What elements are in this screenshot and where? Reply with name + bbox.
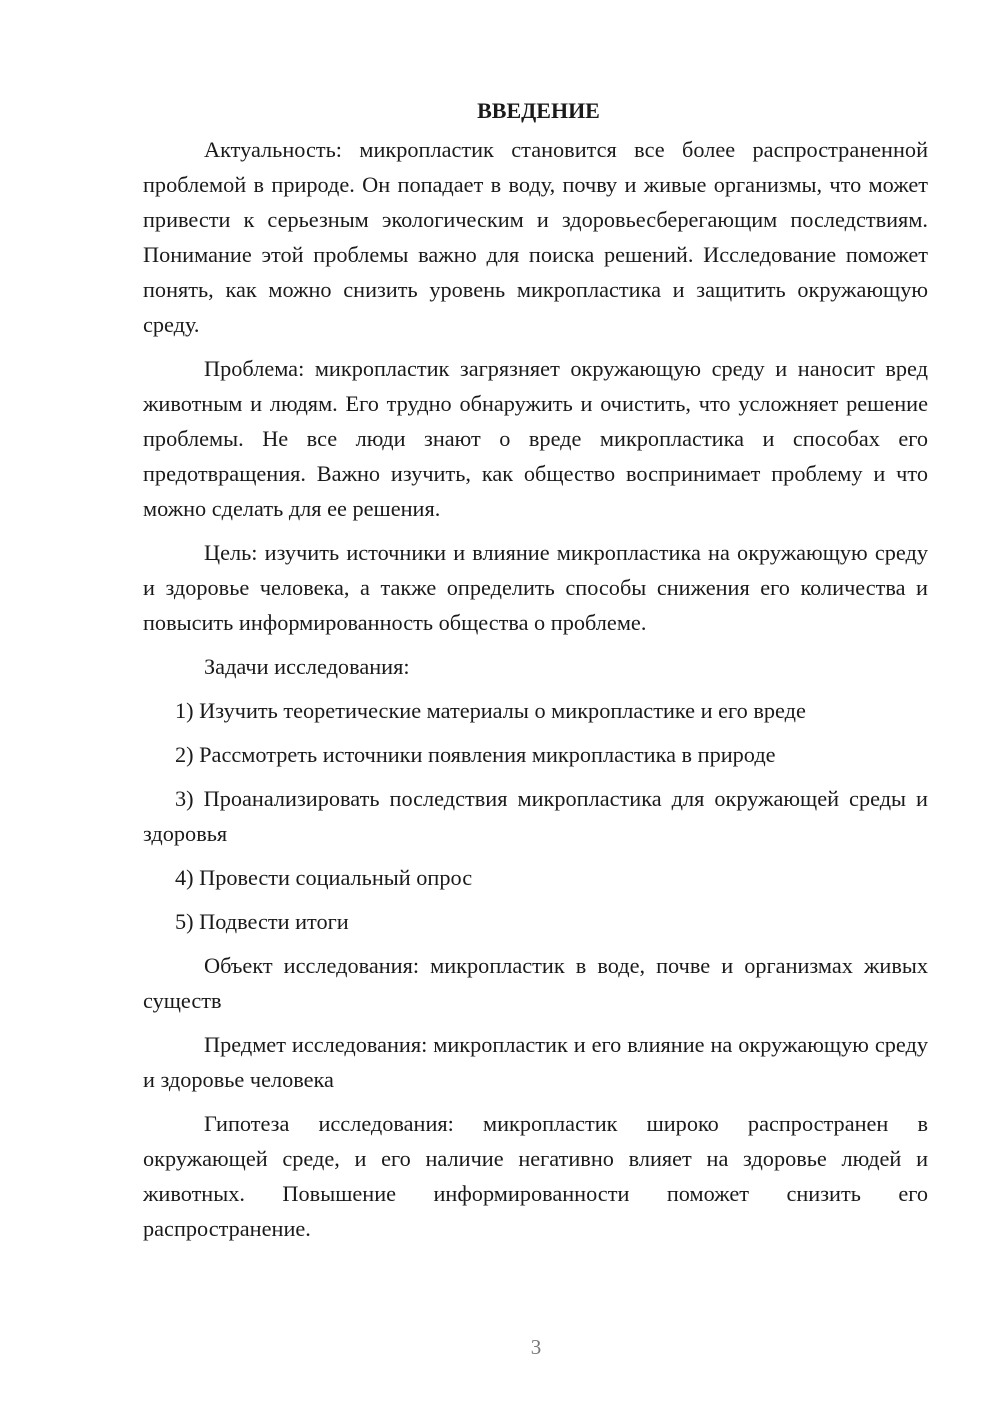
section-title: ВВЕДЕНИЕ: [477, 98, 600, 123]
goal-paragraph: Цель: изучить источники и влияние микропластика на окружающую среду и здоровье человека, а также определить способы снижения его количества и повысить информированность общества о проблеме.: [143, 540, 928, 635]
task-item: 1) Изучить теоретические материалы о микропластике и его вреде: [175, 698, 806, 723]
tasks-heading: Задачи исследования:: [204, 654, 410, 679]
task-item: 2) Рассмотреть источники появления микропластика в природе: [175, 742, 776, 767]
relevance-paragraph: Актуальность: микропластик становится все более распространенной проблемой в природе. Он попадает в воду, почву и живые организмы, что может привести к серьезным экологическим и здоровьесберегающим последствиям. Понимание этой проблемы важно для поиска решений. Исследование поможет понять, как можно снизить уровень микропластика и защитить окружающую среду.: [143, 137, 928, 337]
page-number: 3: [530, 1335, 542, 1359]
task-item: 5) Подвести итоги: [175, 909, 349, 934]
hypothesis-paragraph: Гипотеза исследования: микропластик широко распространен в окружающей среде, и его наличие негативно влияет на здоровье людей и животных. Повышение информированности поможет снизить его распространение.: [143, 1111, 928, 1241]
subject-paragraph: Предмет исследования: микропластик и его влияние на окружающую среду и здоровье человека: [143, 1032, 928, 1092]
problem-paragraph: Проблема: микропластик загрязняет окружающую среду и наносит вред животным и людям. Его трудно обнаружить и очистить, что усложняет решение проблемы. Не все люди знают о вреде микропластика и способах его предотвращения. Важно изучить, как общество воспринимает проблему и что можно сделать для ее решения.: [143, 356, 928, 521]
task-item: 3) Проанализировать последствия микропластика для окружающей среды и здоровья: [143, 786, 928, 846]
task-item: 4) Провести социальный опрос: [175, 865, 473, 890]
object-paragraph: Объект исследования: микропластик в воде, почве и организмах живых существ: [143, 953, 928, 1013]
